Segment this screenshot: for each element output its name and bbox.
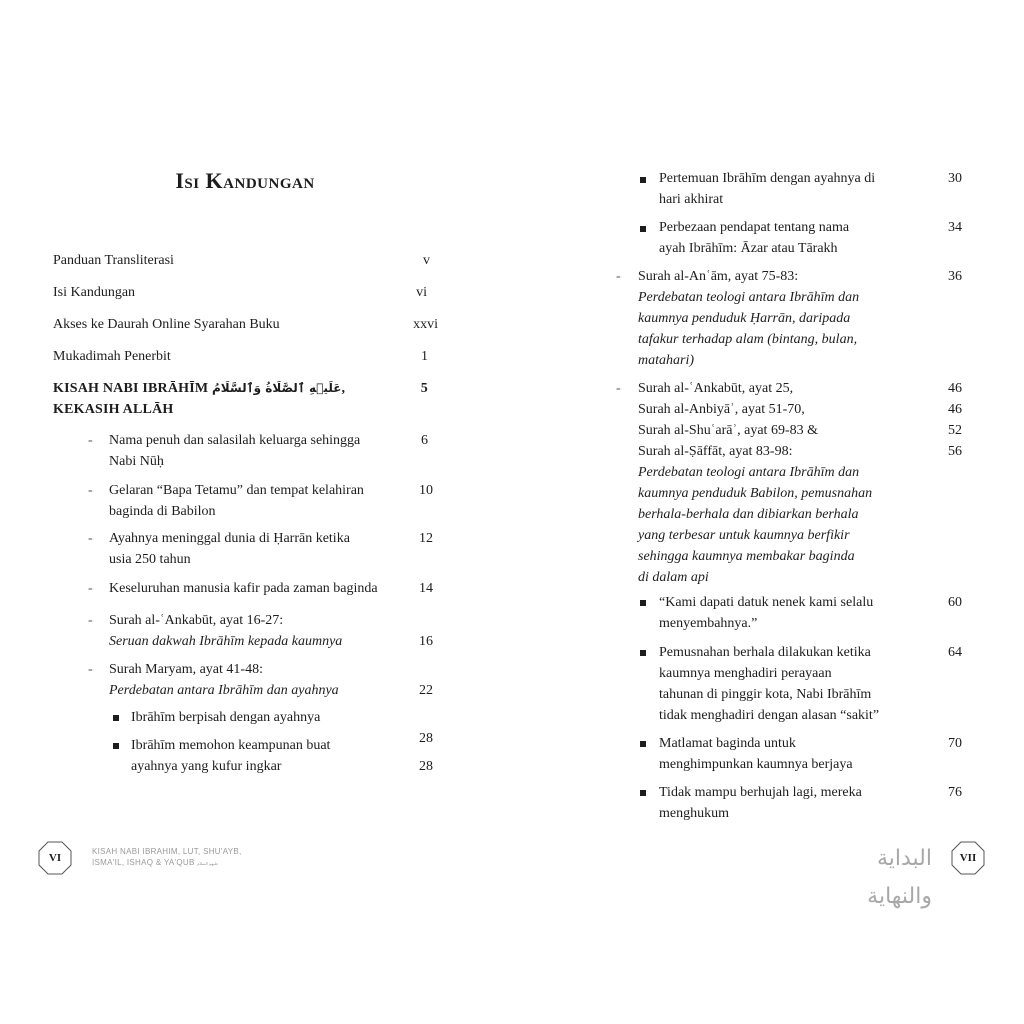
dash-marker: - [616,381,621,396]
dash-marker: - [88,531,93,546]
dash-marker: - [88,613,93,628]
toc-title: Isi Kandungan [175,168,315,193]
bullet-square [640,790,646,796]
dash-marker: - [88,662,93,677]
dash-marker: - [88,483,93,498]
dash-marker: - [88,581,93,596]
page-number-badge: VI [38,841,72,875]
bullet-square [640,650,646,656]
honorific-glyph: عَلَيۡهِ ٱلصَّلَاةُ وَٱلسَّلَامُ [212,381,342,395]
bullet-square [113,715,119,721]
running-head: KISAH NABI IBRAHIM, LUT, SHU'AYB, ISMA'IL, ISHAQ & YA'QUB عليهم السلام [92,847,242,867]
bullet-square [640,177,646,183]
calligraphy-logo: البداية والنهاية [867,846,932,909]
bullet-square [640,741,646,747]
dash-marker: - [88,433,93,448]
bullet-square [640,226,646,232]
page-number-badge: VII [951,841,985,875]
bullet-square [113,743,119,749]
dash-marker: - [616,269,621,284]
bullet-square [640,600,646,606]
